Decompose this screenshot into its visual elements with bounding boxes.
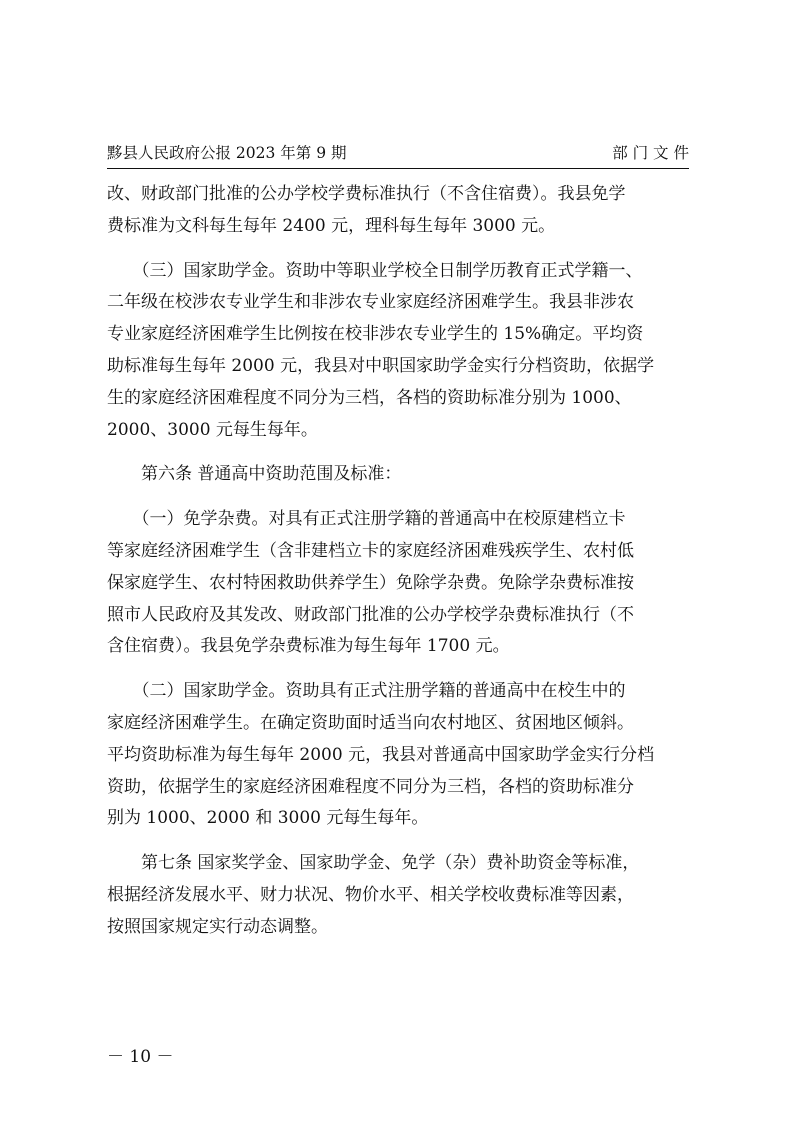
text-line: 平均资助标准为每生每年 2000 元，我县对普通高中国家助学金实行分档 (107, 744, 655, 765)
paragraph-gap (107, 835, 689, 848)
text-line: （三）国家助学金。资助中等职业学校全日制学历教育正式学籍一、 (107, 260, 643, 281)
page-number: － 10 － (107, 1047, 174, 1067)
header-rule (107, 168, 689, 169)
paragraph (107, 676, 689, 835)
text-line: 费标准为文科每生每年 2400 元，理科每生每年 3000 元。 (107, 215, 556, 236)
text-line: （二）国家助学金。资助具有正式注册学籍的普通高中在校生中的 (107, 681, 626, 702)
paragraph-gap (107, 663, 689, 676)
text-line: 2000、3000 元每生每年。 (107, 419, 318, 440)
paragraph-gap (107, 446, 689, 459)
paragraph (107, 459, 689, 491)
text-line: 第六条 普通高中资助范围及标准： (107, 464, 402, 485)
text-line: 第七条 国家奖学金、国家助学金、免学（杂）费补助资金等标准， (107, 853, 640, 874)
document-body (107, 179, 689, 944)
text-line: 别为 1000、2000 和 3000 元每生每年。 (107, 808, 429, 829)
paragraph (107, 256, 689, 447)
text-line: 二年级在校涉农专业学生和非涉农专业家庭经济困难学生。我县非涉农 (107, 292, 634, 313)
text-line: 根据经济发展水平、财力状况、物价水平、相关学校收费标准等因素， (107, 884, 634, 905)
text-line: 含住宿费）。我县免学杂费标准为每生每年 1700 元。 (107, 636, 510, 657)
text-line: 改、财政部门批准的公办学校学费标准执行（不含住宿费）。我县免学 (107, 184, 626, 204)
text-line: 助标准每生每年 2000 元，我县对中职国家助学金实行分档资助，依据学 (107, 355, 655, 376)
page-header (107, 142, 689, 166)
text-line: 专业家庭经济困难学生比例按在校非涉农专业学生的 15%确定。平均资 (107, 324, 644, 345)
paragraph-gap (107, 243, 689, 256)
paragraph (107, 504, 689, 663)
paragraph (107, 848, 689, 943)
gazette-title: 黟县人民政府公报 2023 年第 9 期 (107, 144, 347, 162)
text-line: 等家庭经济困难学生（含非建档立卡的家庭经济困难残疾学生、农村低 (107, 540, 634, 561)
paragraph-gap (107, 491, 689, 504)
section-label: 部 门 文 件 (612, 144, 689, 162)
text-line: 按照国家规定实行动态调整。 (107, 916, 328, 937)
text-line: 照市人民政府及其发改、财政部门批准的公办学校学杂费标准执行（不 (107, 604, 634, 625)
paragraph (107, 179, 689, 243)
text-line: 资助，依据学生的家庭经济困难程度不同分为三档，各档的资助标准分 (107, 776, 634, 797)
text-line: 家庭经济困难学生。在确定资助面时适当向农村地区、贫困地区倾斜。 (107, 712, 634, 733)
text-line: 生的家庭经济困难程度不同分为三档，各档的资助标准分别为 1000、 (107, 387, 632, 408)
text-line: 保家庭学生、农村特困救助供养学生）免除学杂费。免除学杂费标准按 (107, 572, 634, 593)
text-line: （一）免学杂费。对具有正式注册学籍的普通高中在校原建档立卡 (107, 509, 626, 530)
